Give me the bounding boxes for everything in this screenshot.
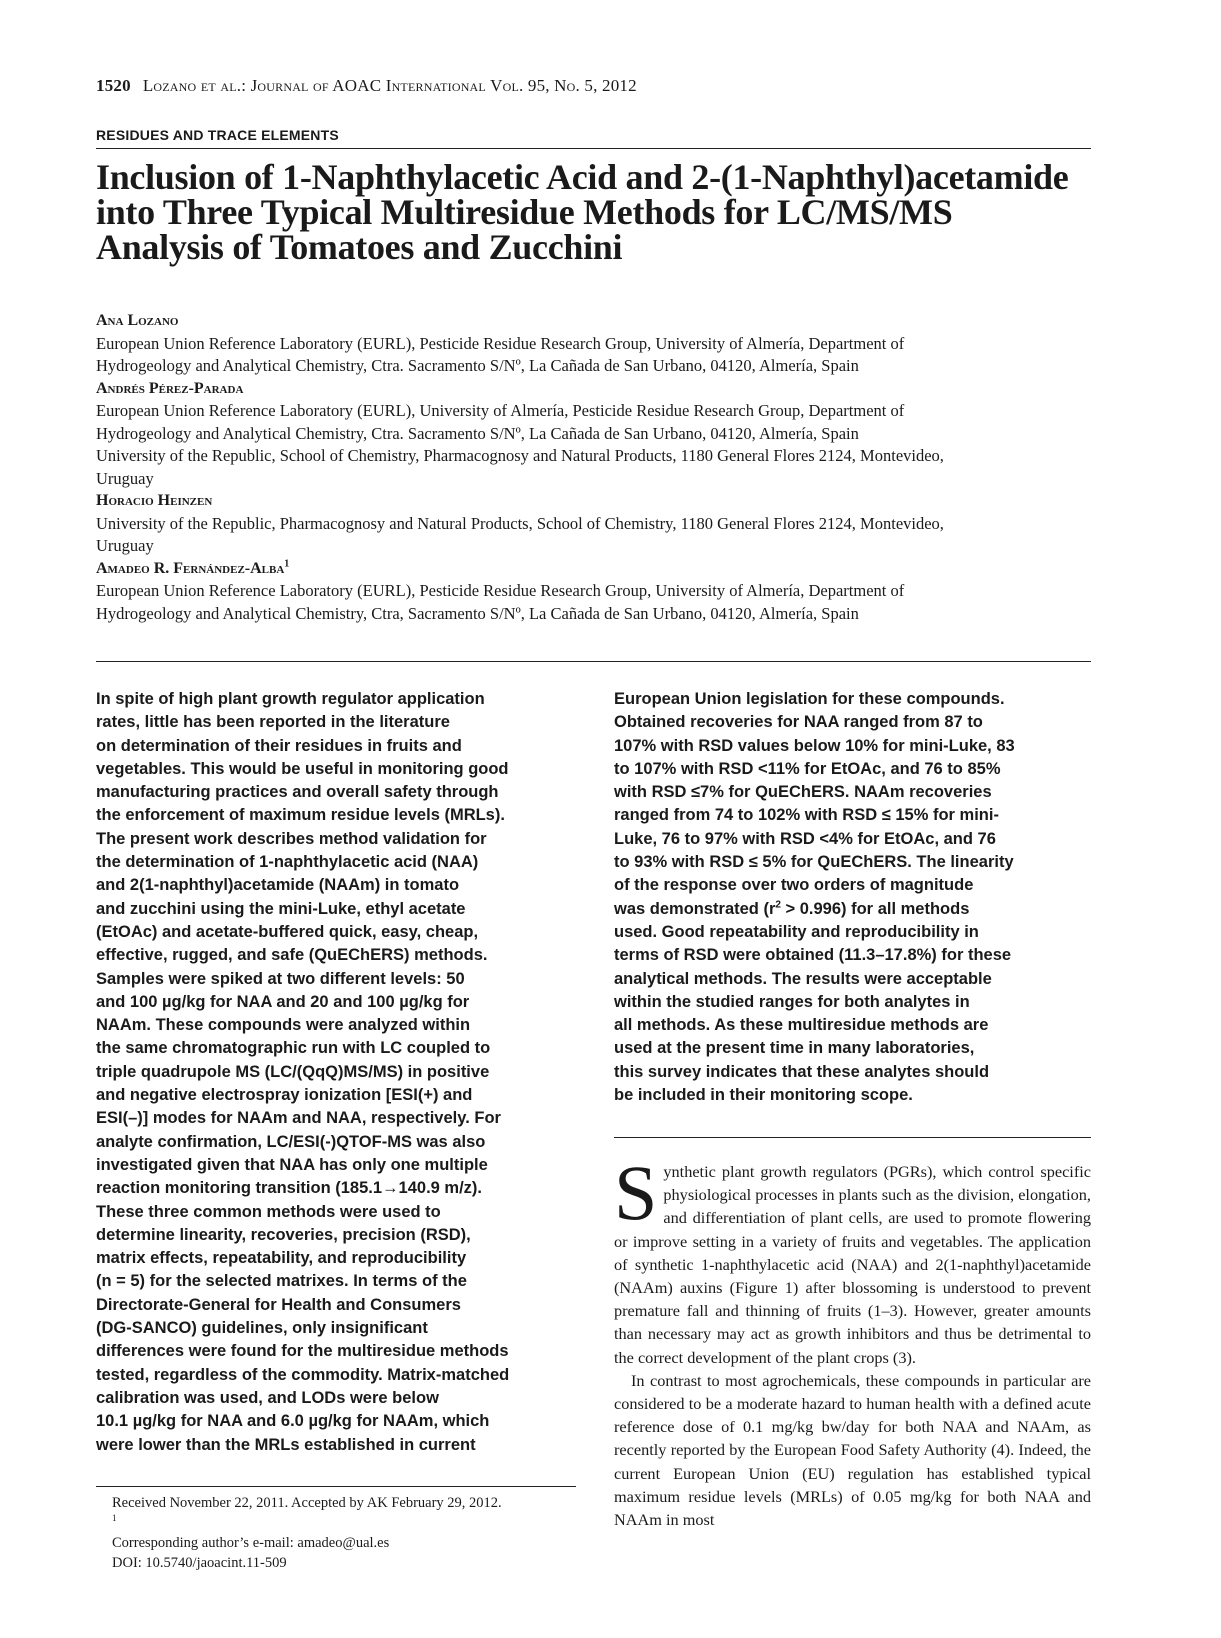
abstract-line: matrix effects, repeatability, and reproducibility — [96, 1249, 467, 1268]
affiliation-line: European Union Reference Laboratory (EURL), Pesticide Residue Research Group, University of Almería, Department of — [96, 333, 905, 353]
abstract-line: was demonstrated $(r^2 > 0.996)$ for all methods — [614, 899, 970, 918]
author-name: Ana Lozano — [96, 312, 179, 329]
abstract-line: rates, little has been reported in the literature — [96, 713, 450, 732]
affiliation-line: European Union Reference Laboratory (EURL), Pesticide Residue Research Group, University of Almería, Department of — [96, 581, 905, 600]
author-name: Andrés Pérez-Parada — [96, 379, 244, 397]
affiliation-line: University of the Republic, School of Chemistry, Pharmacognosy and Natural Products, 1180 General Flores 2124, Montevideo, — [96, 446, 944, 465]
abstract-line: European Union legislation for these compounds. — [614, 690, 1005, 708]
abstract-line: within the studied ranges for both analytes in — [614, 992, 970, 1011]
abstract-line: terms of RSD were obtained (11.3–17.8%) for these — [614, 946, 1012, 965]
abstract-line: 10.1 µg/kg for NAA and 6.0 µg/kg for NAAm, which — [96, 1412, 490, 1431]
title-line: into Three Typical Multiresidue Methods for LC/MS/MS — [96, 192, 953, 232]
abstract-line: and 100 µg/kg for NAA and 20 and 100 µg/kg for — [96, 992, 470, 1011]
abstract-line: calibration was used, and LODs were below — [96, 1388, 439, 1407]
abstract-line: and negative electrospray ionization [ESI(+) and — [96, 1086, 473, 1105]
author-name: Horacio Heinzen — [96, 492, 213, 509]
abstract-line: Luke, 76 to 97% with RSD <4% for EtOAc, and 76 — [614, 829, 996, 848]
received-note: Received November 22, 2011. Accepted by AK February 29, 2012. — [112, 1495, 502, 1511]
author-list — [96, 310, 1096, 625]
affiliation-line: European Union Reference Laboratory (EURL), University of Almería, Pesticide Residue Research Group, Department of — [96, 401, 905, 420]
footnote-rule — [96, 1486, 576, 1487]
abstract-line: differences were found for the multiresidue methods — [96, 1342, 509, 1361]
abstract-right-column — [614, 688, 1094, 1107]
abstract-line: reaction monitoring transition (185.1→140.9 m/z). — [96, 1179, 483, 1198]
affiliation-line: Uruguay — [96, 468, 154, 488]
drop-cap: S — [614, 1149, 658, 1236]
abstract-line: effective, rugged, and safe (QuEChERS) methods. — [96, 946, 488, 965]
body-paragraph: In contrast to most agrochemicals, these compounds in particular are considered to be a moderate hazard to human health with a defined acute reference dose of 0.1 mg/kg bw/day for both NAA and NAAm, as recently reported by the European Food Safety Authority (4). Indeed, the current European Union (EU) regulation has established typical maximum residue levels (MRLs) of 0.05 mg/kg for both NAA and NAAm in most — [614, 1370, 1091, 1530]
running-title: Lozano et al.: Journal of AOAC International Vol. 95, No. 5, 2012 — [142, 76, 637, 95]
abstract-line: on determination of their residues in fruits and — [96, 736, 462, 755]
corresponding-note — [112, 1513, 582, 1553]
abstract-line: the same chromatographic run with LC coupled to — [96, 1039, 491, 1058]
title-line: Inclusion of 1-Naphthylacetic Acid and 2-(1-Naphthyl)acetamide — [96, 157, 1069, 197]
body-paragraph — [614, 1149, 1091, 1369]
author-name: Amadeo R. Fernández-Alba — [96, 559, 285, 577]
abstract-line: In spite of high plant growth regulator application — [96, 690, 485, 708]
author-footnote-mark: 1 — [284, 558, 290, 570]
abstract-line: and 2(1-naphthyl)acetamide (NAAm) in tomato — [96, 876, 460, 895]
paragraph-text: ynthetic plant growth regulators (PGRs), which control specific physiological processes in plants such as the division, elongation, and differentiation of plant cells, are used to promote flowering or improve setting in a variety of fruits and vegetables. The application of synthetic 1-naphthylacetic acid (NAA) and 2(1-naphthyl)acetamide (NAAm) auxins (Figure 1) after blossoming is understood to prevent premature fall and thinning of fruits (1–3). However, greater amounts than necessary may act as growth inhibitors and thus be detrimental to the correct development of the plant crops (3). — [614, 1162, 1091, 1367]
abstract-left-column — [96, 688, 576, 1457]
abstract-line: analytical methods. The results were acceptable — [614, 969, 992, 988]
abstract-line: used at the present time in many laboratories, — [614, 1039, 975, 1058]
abstract-line: NAAm. These compounds were analyzed within — [96, 1016, 471, 1035]
affiliation-line: Hydrogeology and Analytical Chemistry, Ctra. Sacramento S/Nº, La Cañada de San Urbano, 04120, Almería, Spain — [96, 356, 859, 375]
doi-note: DOI: 10.5740/jaoacint.11-509 — [112, 1555, 287, 1571]
abstract-line: investigated given that NAA has only one multiple — [96, 1155, 488, 1174]
author-name-wrap — [96, 558, 1096, 581]
abstract-line: this survey indicates that these analytes should — [614, 1062, 990, 1081]
abstract-line: manufacturing practices and overall safety through — [96, 783, 499, 802]
abstract-line: the determination of 1-naphthylacetic acid (NAA) — [96, 853, 479, 872]
r-squared-superscript: 2 — [775, 899, 781, 911]
r-squared-tail: > 0.996) for all methods — [780, 899, 970, 918]
abstract-line: vegetables. This would be useful in monitoring good — [96, 759, 509, 778]
abstract-line: be included in their monitoring scope. — [614, 1086, 913, 1105]
abstract-line: These three common methods were used to — [96, 1202, 441, 1221]
abstract-line: 107% with RSD values below 10% for mini-Luke, 83 — [614, 736, 1015, 755]
article-title — [96, 157, 1096, 267]
abstract-rule — [96, 661, 1091, 662]
abstract-line: tested, regardless of the commodity. Matrix-matched — [96, 1365, 510, 1384]
abstract-line: determine linearity, recoveries, precision (RSD), — [96, 1225, 471, 1244]
affiliation-line: Hydrogeology and Analytical Chemistry, Ctra, Sacramento S/Nº, La Cañada de San Urbano, 04120, Almería, Spain — [96, 603, 859, 623]
body-text — [614, 1149, 1091, 1531]
header-rule — [96, 148, 1091, 149]
abstract-line: used. Good repeatability and reproducibility in — [614, 922, 979, 941]
abstract-line: with RSD ≤7% for QuEChERS. NAAm recoveries — [614, 783, 992, 802]
abstract-line: Samples were spiked at two different levels: 50 — [96, 969, 465, 988]
running-head — [96, 76, 637, 96]
abstract-line: (EtOAc) and acetate-buffered quick, easy, cheap, — [96, 922, 479, 941]
affiliation-line: Hydrogeology and Analytical Chemistry, Ctra. Sacramento S/Nº, La Cañada de San Urbano, 04120, Almería, Spain — [96, 423, 859, 443]
body-rule — [614, 1137, 1091, 1138]
abstract-line: Directorate-General for Health and Consumers — [96, 1295, 461, 1314]
corresponding-email: Corresponding author’s e-mail: amadeo@ual.es — [112, 1535, 390, 1551]
abstract-line: were lower than the MRLs established in current — [96, 1435, 476, 1454]
title-line: Analysis of Tomatoes and Zucchini — [96, 227, 623, 267]
abstract-line: all methods. As these multiresidue methods are — [614, 1016, 989, 1035]
affiliation-line: University of the Republic, Pharmacognosy and Natural Products, School of Chemistry, 1180 General Flores 2124, Montevideo, — [96, 513, 944, 533]
abstract-line: the enforcement of maximum residue levels (MRLs). — [96, 806, 505, 825]
abstract-line: and zucchini using the mini-Luke, ethyl acetate — [96, 899, 466, 918]
abstract-line: ESI(–)] modes for NAAm and NAA, respectively. For — [96, 1109, 501, 1128]
abstract-line: ranged from 74 to 102% with RSD ≤ 15% for mini- — [614, 806, 999, 825]
abstract-line: to 93% with RSD ≤ 5% for QuEChERS. The linearity — [614, 853, 1014, 872]
abstract-line: (n = 5) for the selected matrixes. In terms of the — [96, 1272, 467, 1291]
page-number: 1520 — [96, 76, 131, 95]
abstract-line: The present work describes method validation for — [96, 829, 487, 848]
affiliation-line: Uruguay — [96, 536, 154, 555]
abstract-line: (DG-SANCO) guidelines, only insignificant — [96, 1319, 428, 1338]
footnotes — [112, 1493, 582, 1573]
abstract-line: triple quadrupole MS (LC/(QqQ)MS/MS) in positive — [96, 1062, 490, 1081]
abstract-line: of the response over two orders of magnitude — [614, 876, 974, 895]
footnote-mark: 1 — [112, 1513, 117, 1524]
abstract-line: Obtained recoveries for NAA ranged from 87 to — [614, 713, 983, 732]
abstract-line: analyte confirmation, LC/ESI(-)QTOF-MS was also — [96, 1132, 486, 1151]
abstract-line: to 107% with RSD <11% for EtOAc, and 76 to 85% — [614, 759, 1001, 778]
section-label: RESIDUES AND TRACE ELEMENTS — [96, 127, 339, 143]
